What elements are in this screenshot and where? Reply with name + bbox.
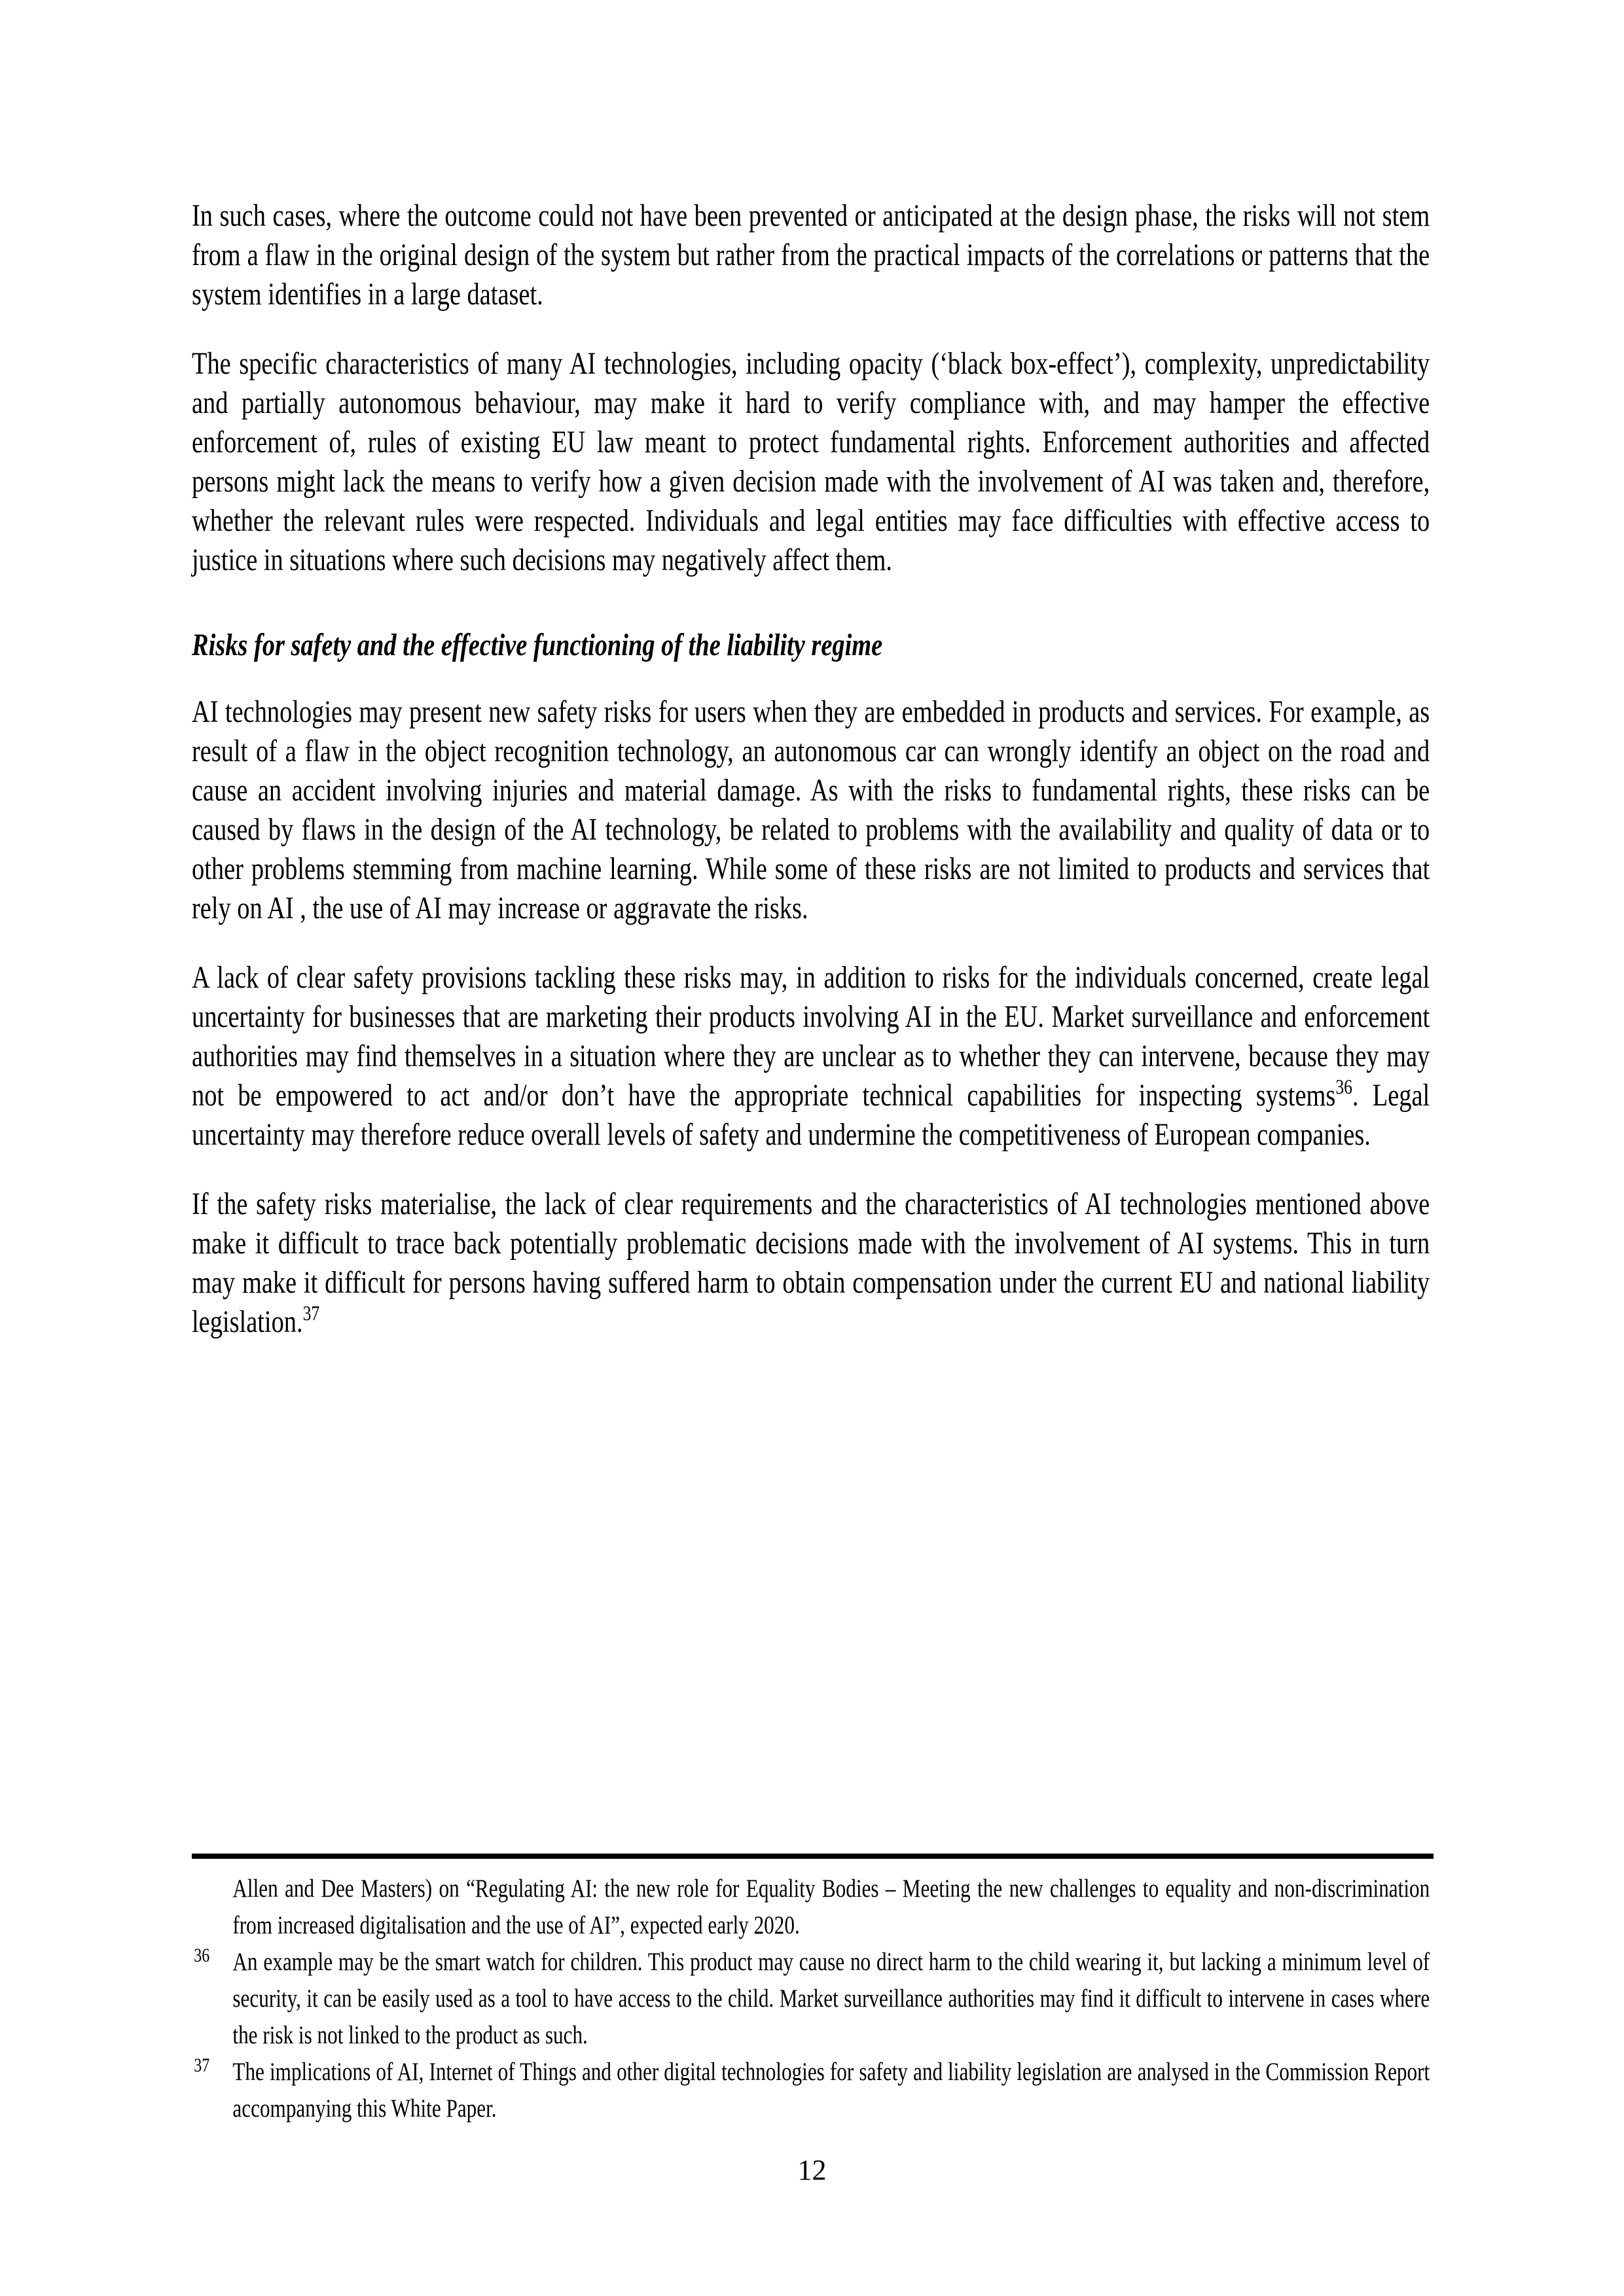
footnote-text: The implications of AI, Internet of Things and other digital technologies for safety and liability legislation are analysed in the Commission Report accompanying this White Paper. [232,2058,1430,2123]
footnote-ref-37: 37 [302,1301,320,1325]
footnote-separator-rule [192,1854,1434,1859]
footnote-35-continuation [192,1871,1430,1944]
paragraph-in-such-cases: In such cases, where the outcome could not have been prevented or anticipated at the design phase, the risks will not stem from a flaw in the original design of the system but rather from the practical impacts of the correlations or patterns that the system identifies in a large dataset. [192,198,1430,312]
paragraph-lack-of-safety-provisions [192,958,1430,1155]
section-heading-risks-for-safety: Risks for safety and the effective functioning of the liability regime [192,628,883,662]
paragraph-safety-risks-materialise [192,1185,1430,1342]
paragraph-ai-safety-risks: AI technologies may present new safety risks for users when they are embedded in products and services. For example, as result of a flaw in the object recognition technology, an autonomous car can wrongly identify an object on the road and cause an accident involving injuries and material damage. As with the risks to fundamental rights, these risks can be caused by flaws in the design of the AI technology, be related to problems with the availability and quality of data or to other problems stemming from machine learning. While some of these risks are not limited to products and services that rely on AI , the use of AI may increase or aggravate the risks. [192,694,1430,925]
footnotes-section [192,1871,1430,2127]
page-body [192,196,1430,1372]
paragraph-specific-characteristics: The specific characteristics of many AI technologies, including opacity (‘black box-effect’), complexity, unpredictability and partially autonomous behaviour, may make it hard to verify compliance with, and may hamper the effective enforcement of, rules of existing EU law meant to protect fundamental rights. Enforcement authorities and affected persons might lack the means to verify how a given decision made with the involvement of AI was taken and, therefore, whether the relevant rules were respected. Individuals and legal entities may face difficulties with effective access to justice in situations where such decisions may negatively affect them. [192,346,1430,577]
paragraph-text-segment: A lack of clear safety provisions tackling these risks may, in addition to risks for the individuals concerned, create legal uncertainty for businesses that are marketing their products involving AI in the EU. Market surveillance and enforcement authorities may find themselves in a situation where they are unclear as to whether they can intervene, because they may not be empowered to act and/or don’t have the appropriate technical capabilities for inspecting systems [192,960,1430,1113]
page-number: 12 [797,2154,827,2186]
footnote-ref-36: 36 [1335,1075,1352,1098]
footnote-36 [192,1944,1430,2054]
footnote-number: 36 [194,1945,210,1966]
footnote-text: Allen and Dee Masters) on “Regulating AI: the new role for Equality Bodies – Meeting the new challenges to equality and non-discrimination from increased digitalisation and the use of AI”, expected early 2020. [232,1874,1430,1939]
paragraph-text-segment: If the safety risks materialise, the lack of clear requirements and the characteristics of AI technologies mentioned above make it difficult to trace back potentially problematic decisions made with the involvement of AI systems. This in turn may make it difficult for persons having suffered harm to obtain compensation under the current EU and national liability legislation. [192,1187,1430,1339]
footnote-text: An example may be the smart watch for children. This product may cause no direct harm to the child wearing it, but lacking a minimum level of security, it can be easily used as a tool to have access to the child. Market surveillance authorities may find it difficult to intervene in cases where the risk is not linked to the product as such. [232,1948,1430,2049]
footnote-number: 37 [194,2054,210,2076]
footnote-37 [192,2054,1430,2127]
paragraph-text-segment: . Legal uncertainty may therefore reduce overall levels of safety and undermine the competitiveness of European companies. [192,1078,1430,1152]
